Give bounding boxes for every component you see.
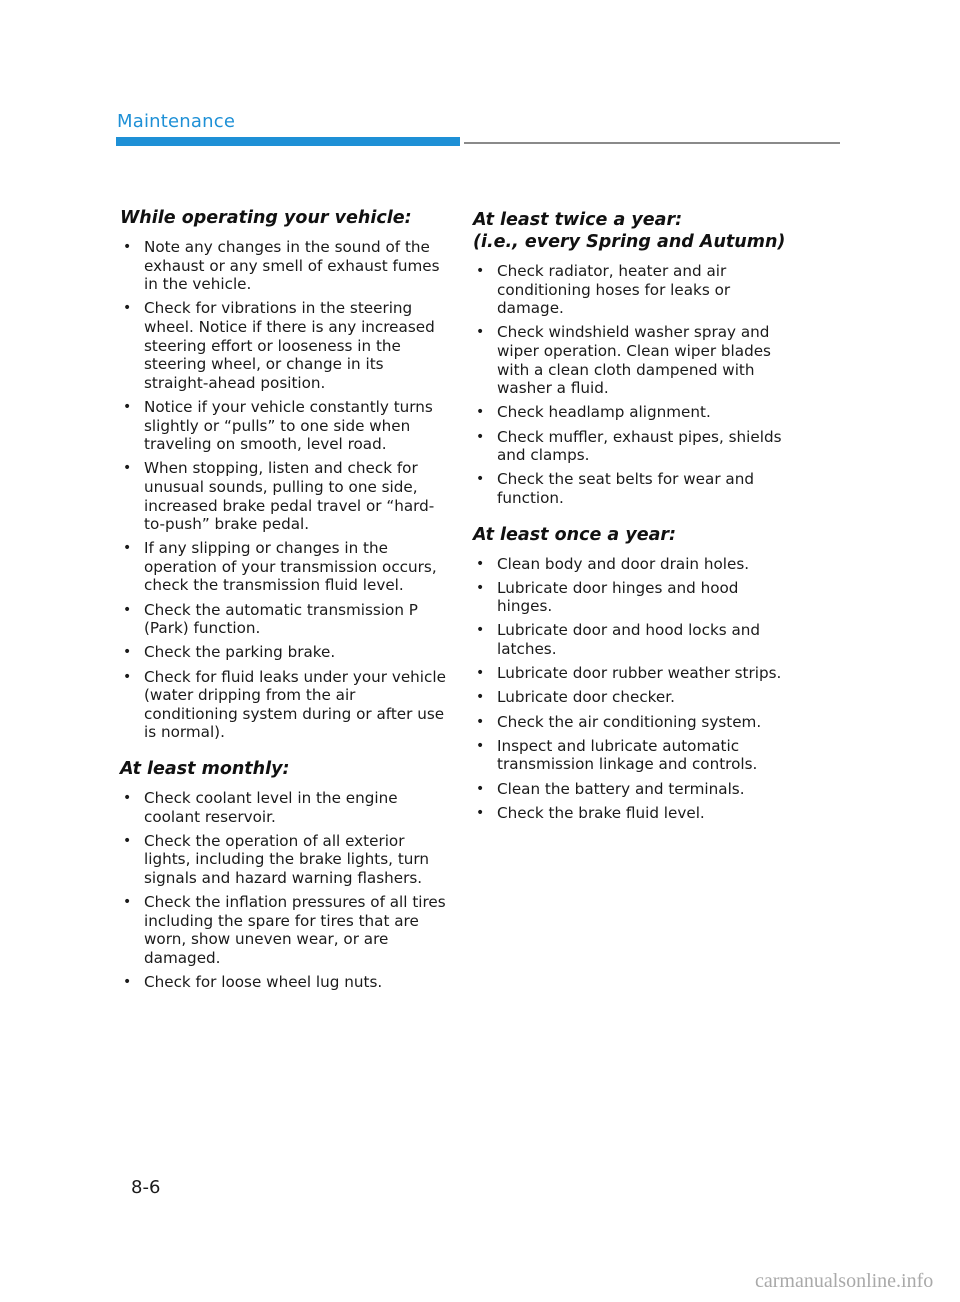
- right-column: [473, 209, 793, 828]
- list-item: • Inspect and lubricate automatic transmission linkage and controls.: [473, 737, 793, 774]
- list-item: • Check radiator, heater and air conditioning hoses for leaks or damage.: [473, 262, 793, 318]
- heading-monthly: At least monthly:: [120, 759, 290, 779]
- operating-list: [120, 238, 450, 742]
- heading-once-a-year: At least once a year:: [473, 524, 677, 545]
- left-column: [120, 207, 450, 997]
- list-item: • Notice if your vehicle constantly turns slightly or “pulls” to one side when traveling on smooth, level road.: [120, 398, 450, 454]
- section-title: Maintenance: [117, 111, 236, 132]
- twice-list: [473, 262, 793, 508]
- list-item: • Check the operation of all exterior lights, including the brake lights, turn signals and hazard warning flashers.: [120, 832, 450, 888]
- page-number: 8-6: [131, 1177, 161, 1198]
- list-item: • When stopping, listen and check for unusual sounds, pulling to one side, increased brake pedal travel or “hard-to-push” brake pedal.: [120, 459, 450, 533]
- monthly-list: [120, 789, 450, 992]
- yearly-list: [473, 555, 793, 823]
- header-rule-accent: [116, 137, 460, 146]
- watermark: carmanualsonline.info: [755, 1270, 934, 1292]
- list-item: • Check windshield washer spray and wiper operation. Clean wiper blades with a clean cloth dampened with washer a fluid.: [473, 323, 793, 397]
- list-item: • Lubricate door rubber weather strips.: [473, 664, 793, 683]
- list-item: • Check the brake fluid level.: [473, 804, 793, 823]
- list-item: • Check for vibrations in the steering wheel. Notice if there is any increased steering effort or looseness in the steering wheel, or change in its straight-ahead position.: [120, 299, 450, 392]
- list-item: • Check coolant level in the engine coolant reservoir.: [120, 789, 450, 826]
- list-item: • Check the parking brake.: [120, 643, 450, 662]
- list-item: • Clean body and door drain holes.: [473, 555, 793, 574]
- list-item: • If any slipping or changes in the operation of your transmission occurs, check the transmission fluid level.: [120, 539, 450, 595]
- list-item: • Clean the battery and terminals.: [473, 780, 793, 799]
- heading-twice-a-year: [473, 209, 793, 253]
- list-item: • Lubricate door and hood locks and latches.: [473, 621, 793, 658]
- list-item: • Check for loose wheel lug nuts.: [120, 973, 450, 992]
- list-item: • Check the inflation pressures of all tires including the spare for tires that are worn, show uneven wear, or are damaged.: [120, 893, 450, 967]
- list-item: • Check the automatic transmission P (Park) function.: [120, 601, 450, 638]
- list-item: • Check muffler, exhaust pipes, shields and clamps.: [473, 428, 793, 465]
- heading-while-operating: While operating your vehicle:: [120, 208, 412, 228]
- list-item: • Note any changes in the sound of the exhaust or any smell of exhaust fumes in the vehicle.: [120, 238, 450, 294]
- header-rule: [464, 142, 840, 144]
- list-item: • Lubricate door hinges and hood hinges.: [473, 579, 793, 616]
- heading-twice-line2: (i.e., every Spring and Autumn): [473, 232, 786, 252]
- list-item: • Lubricate door checker.: [473, 688, 793, 707]
- list-item: • Check for fluid leaks under your vehicle (water dripping from the air conditioning system during or after use is normal).: [120, 668, 450, 742]
- list-item: • Check the air conditioning system.: [473, 713, 793, 732]
- heading-twice-line1: At least twice a year:: [473, 210, 683, 230]
- list-item: • Check headlamp alignment.: [473, 403, 793, 422]
- list-item: • Check the seat belts for wear and function.: [473, 470, 793, 507]
